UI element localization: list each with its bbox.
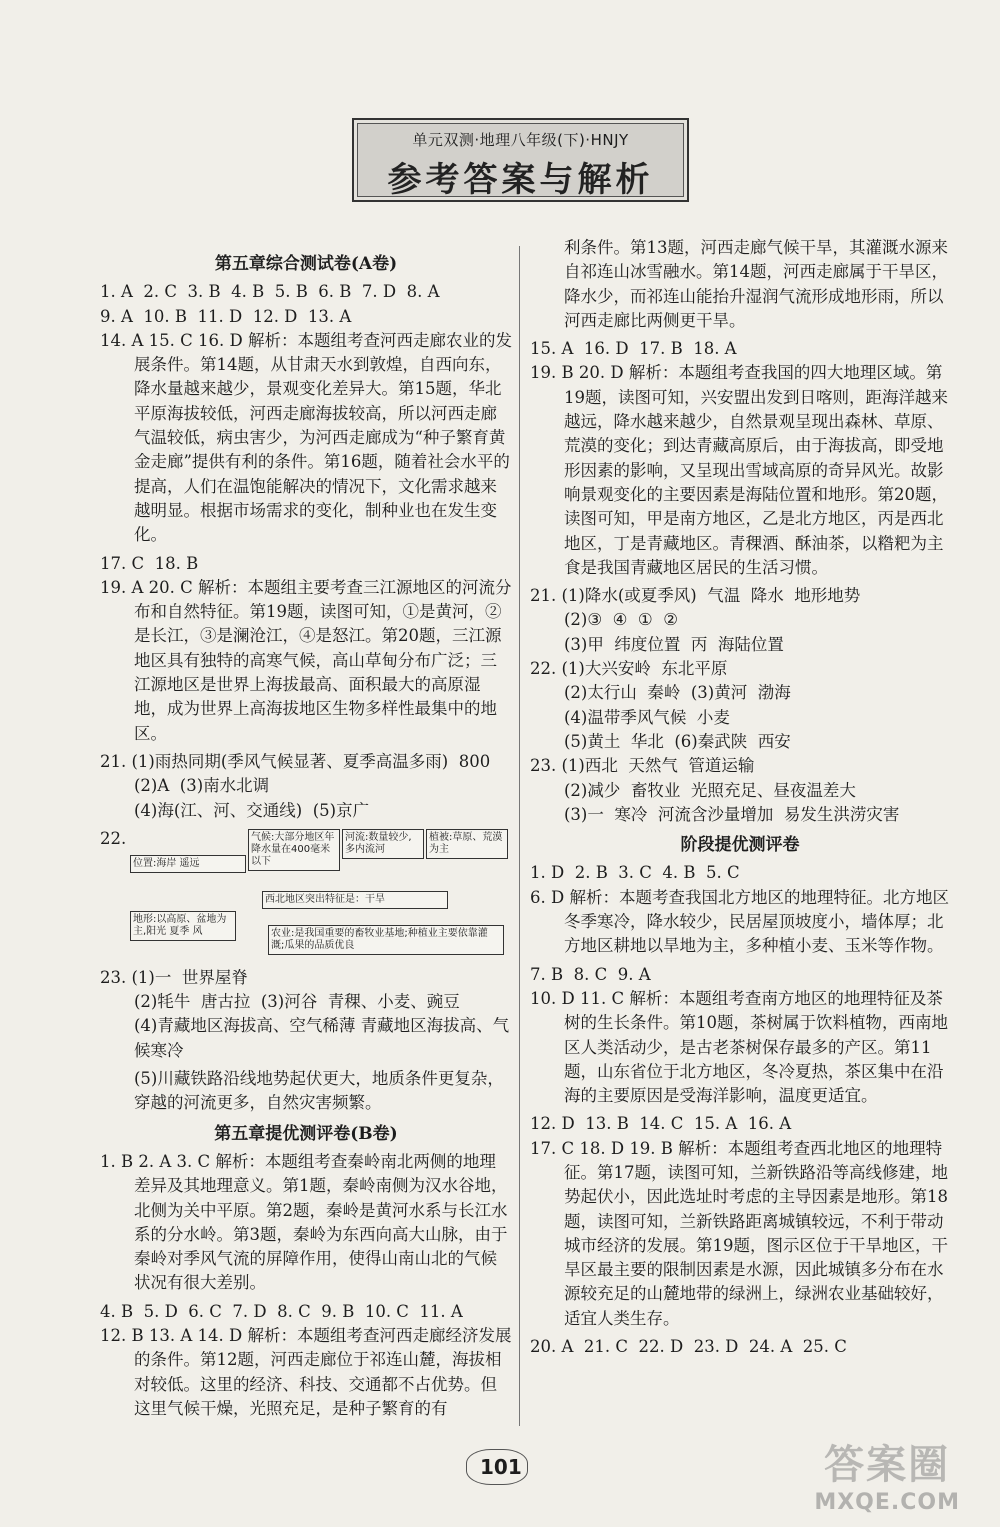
watermark [814, 1433, 960, 1515]
page-number: 101 [480, 1455, 522, 1479]
answer-line: 21. (1)降水(或夏季风) 气温 降水 地形地势 [530, 586, 861, 606]
answer-line: (4)温带季风气候 小麦 [564, 707, 730, 727]
answer-line: 23. (1)西北 天然气 管道运输 [530, 756, 755, 776]
answer-line: 17. C 18. B [100, 553, 199, 573]
answer-line: 20. A 21. C 22. D 23. D 24. A 25. C [530, 1337, 847, 1357]
answer-paragraph: 19. B 20. D 解析：本题组考查我国的四大地理区域。第19题，读图可知，兴安盟出发到日喀则，距海洋越来越远，降水越来越少，自然景观呈现出森林、草原、荒漠的变化；到达青藏高原后，由于海拔高，即受地形因素的影响，又呈现出雪域高原的奇异风光。故影响景观变化的主要因素是海陆位置和地形。第20题，读图可知，甲是南方地区，乙是北方地区，丙是西北地区，丁是青藏地区。青稞酒、酥油茶，以糌粑为主食是我国青藏地区居民的生活习惯。 [530, 363, 948, 577]
answer-line: (2)③ ④ ① ② [564, 610, 679, 630]
answer-line: 15. A 16. D 17. B 18. A [530, 339, 737, 359]
answer-line: 1. A 2. C 3. B 4. B 5. B 6. B 7. D 8. A [100, 282, 440, 302]
diagram-box-landform: 地形:以高原、盆地为主,阳光 夏季 风 [130, 911, 236, 941]
answer-paragraph: 17. C 18. D 19. B 解析：本题组考查西北地区的地理特征。第17题，读图可知，兰新铁路沿等高线修建，地势起伏小，因此选址时考虑的主导因素是地形。第18题，读图可知，兰新铁路距离城镇较远，不利于带动城市经济的发展。第19题，图示区位于干旱地区，干旱区最主要的限制因素是水源，因此城镇多分布在水源较充足的山麓地带的绿洲上，绿洲农业基础较好，适宜人类生存。 [530, 1138, 948, 1328]
answer-line: (3)一 寒冷 河流含沙量增加 易发生洪涝灾害 [564, 804, 900, 824]
section-title-a: 第五章综合测试卷(A卷) [214, 254, 398, 274]
answer-line: (2)A (3)南水北调 [134, 776, 270, 796]
answer-line: (2)太行山 秦岭 (3)黄河 渤海 [564, 683, 791, 703]
answer-paragraph: 14. A 15. C 16. D 解析：本题组考查河西走廊农业的发展条件。第14题，从甘肃天水到敦煌，自西向东，降水量越来越少，景观变化差异大。第15题，华北平原海拔较低，河西走廊海拔较高，所以河西走廊气温较低，病虫害少，为河西走廊成为“种子繁育黄金走廊”提供有利的条件。第16题，随着社会水平的提高，人们在温饱能解决的情况下，文化需求越来越明显。根据市场需求的变化，制种业也在发生变化。 [100, 330, 512, 545]
section-title-b: 第五章提优测评卷(B卷) [214, 1123, 398, 1144]
answer-line: 22. (1)大兴安岭 东北平原 [530, 659, 728, 679]
header-subtitle: 单元双测·地理八年级(下)·HNJY [412, 131, 629, 149]
concept-diagram [100, 827, 512, 962]
answer-line: (4)青藏地区海拔高、空气稀薄 青藏地区海拔高、气候寒冷 [134, 1016, 510, 1060]
answer-line: 7. B 8. C 9. A [530, 964, 651, 984]
diagram-box-vegetation: 植被:草原、荒漠为主 [426, 829, 508, 859]
answer-paragraph: 利条件。第13题，河西走廊气候干旱，其灌溉水源来自祁连山冰雪融水。第14题，河西走廊属于干旱区，降水少，而祁连山能抬升湿润气流形成地形雨，所以河西走廊比两侧更干旱。 [564, 238, 948, 330]
answer-line: (5)川藏铁路沿线地势起伏更大，地质条件更复杂，穿越的河流更多，自然灾害频繁。 [134, 1069, 504, 1113]
diagram-center-box: 西北地区突出特征是：干旱 [262, 891, 448, 909]
question-number: 22. [100, 828, 127, 848]
watermark-logo: 答案圈 [824, 1442, 951, 1488]
answer-line: 21. (1)雨热同期(季风气候显著、夏季高温多雨) 800 [100, 751, 491, 771]
answer-header [352, 118, 689, 202]
answer-line: (3)甲 纬度位置 丙 海陆位置 [564, 634, 784, 654]
answer-line: (5)黄土 华北 (6)秦武陕 西安 [564, 731, 791, 751]
diagram-box-climate: 气候:大部分地区年降水量在400毫米以下 [248, 829, 340, 871]
diagram-box-agriculture: 农业:是我国重要的畜牧业基地;种植业主要依靠灌溉;瓜果的品质优良 [268, 925, 504, 955]
answer-line: 9. A 10. B 11. D 12. D 13. A [100, 306, 352, 326]
answer-line: 1. D 2. B 3. C 4. B 5. C [530, 863, 740, 883]
watermark-url: MXQE.COM [814, 1490, 960, 1515]
answer-paragraph: 10. D 11. C 解析：本题组考查南方地区的地理特征及茶树的生长条件。第10题，茶树属于饮料植物，西南地区人类活动少，是古老茶树保存最多的产区。第11题，山东省位于北方地区，冬冷夏热，茶区集中在沿海的主要原因是受海洋影响，温度更适宜。 [530, 988, 948, 1106]
answer-paragraph: 19. A 20. C 解析：本题组主要考查三江源地区的河流分布和自然特征。第19题，读图可知，①是黄河，②是长江，③是澜沧江，④是怒江。第20题，三江源地区具有独特的高寒气候，高山草甸分布广泛；三江源地区是世界上海拔最高、面积最大的高原湿地，成为世界上高海拔地区生物多样性最集中的地区。 [100, 577, 512, 743]
diagram-box-rivers: 河流:数量较少,多内流河 [342, 829, 424, 859]
answer-line: 4. B 5. D 6. C 7. D 8. C 9. B 10. C 11. A [100, 1301, 463, 1321]
answer-line: (2)减少 畜牧业 光照充足、昼夜温差大 [564, 780, 856, 800]
answer-paragraph: 12. B 13. A 14. D 解析：本题组考查河西走廊经济发展的条件。第12题，河西走廊位于祁连山麓，海拔相对较低。这里的经济、科技、交通都不占优势。但这里气候干燥，光照充足，是种子繁育的有 [100, 1325, 512, 1418]
header-title: 参考答案与解析 [387, 160, 654, 200]
column-divider [519, 246, 520, 1426]
answer-paragraph: 6. D 解析：本题考查我国北方地区的地理特征。北方地区冬季寒冷，降水较少，民居屋顶坡度小，墙体厚；北方地区耕地以旱地为主，多种植小麦、玉米等作物。 [530, 887, 949, 956]
answer-line: 23. (1)一 世界屋脊 [100, 967, 248, 987]
left-column [100, 246, 512, 1425]
answer-line: (4)海(江、河、交通线) (5)京广 [134, 800, 370, 820]
answer-paragraph: 1. B 2. A 3. C 解析：本题组考查秦岭南北两侧的地理差异及其地理意义。第1题，秦岭南侧为汉水谷地，北侧为关中平原。第2题，秦岭是黄河水系与长江水系的分水岭。第3题，秦岭为东西向高大山脉，由于秦岭对季风气流的屏障作用，使得山南山北的气候状况有很大差别。 [100, 1151, 508, 1293]
diagram-box-location: 位置:海岸 遥远 [130, 855, 246, 873]
right-column [530, 236, 950, 1359]
answer-line: 12. D 13. B 14. C 15. A 16. A [530, 1114, 792, 1134]
answer-line: (2)牦牛 唐古拉 (3)河谷 青稞、小麦、豌豆 [134, 992, 460, 1012]
section-title-c: 阶段提优测评卷 [680, 835, 800, 856]
